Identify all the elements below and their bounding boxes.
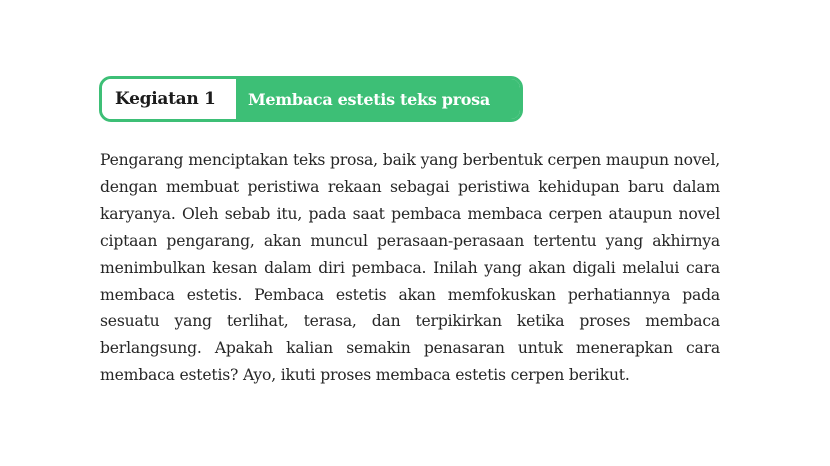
body-paragraph: Pengarang menciptakan teks prosa, baik yang berbentuk cerpen maupun novel, dengan membuat peristiwa rekaan sebagai peristiwa kehidupan baru dalam karyanya. Oleh sebab itu, pada saat pembaca membaca cerpen ataupun novel ciptaan pengarang, akan muncul perasaan-perasaan tertentu yang akhirnya menimbulkan kesan dalam diri pembaca. Inilah yang akan digali melalui cara membaca estetis. Pembaca estetis akan memfokuskan perhatiannya pada sesuatu yang terlihat, terasa, dan terpikirkan ketika proses membaca berlangsung. Apakah kalian semakin penasaran untuk menerapkan cara membaca estetis? Ayo, ikuti proses membaca estetis cerpen berikut. bbox=[100, 151, 720, 385]
activity-title: Membaca estetis teks prosa bbox=[236, 79, 520, 119]
activity-header bbox=[99, 76, 523, 122]
activity-label: Kegiatan 1 bbox=[102, 79, 236, 119]
